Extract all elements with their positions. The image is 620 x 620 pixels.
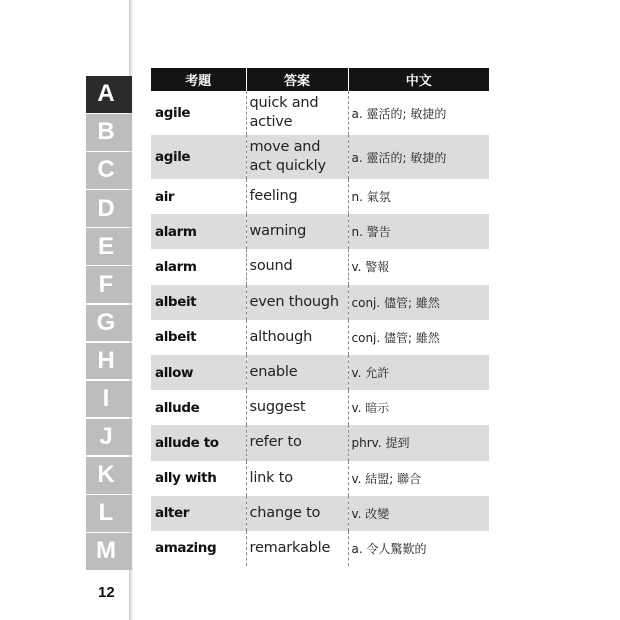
chinese-meaning: a. 靈活的; 敏捷的	[348, 135, 489, 179]
header-chinese: 中文	[348, 68, 489, 91]
table-row	[151, 425, 489, 460]
index-tab-g: G	[86, 305, 132, 342]
answer-line: although	[249, 328, 313, 345]
question-word: agile	[151, 91, 246, 135]
index-tab-k: K	[86, 457, 132, 494]
table-row	[151, 135, 489, 179]
table-row	[151, 461, 489, 496]
index-tab-d: D	[86, 190, 132, 227]
chinese-meaning: conj. 儘管; 雖然	[351, 330, 440, 345]
chinese-meaning: v. 允許	[348, 355, 489, 390]
answer-cell	[246, 91, 348, 135]
answer-line: active	[249, 114, 293, 130]
question-word: allow	[151, 355, 246, 390]
question-word: alarm	[151, 214, 246, 249]
answer-line: remarkable	[249, 539, 331, 556]
index-tab-i: I	[86, 381, 132, 418]
index-tab-e: E	[86, 228, 132, 265]
question-word: albeit	[151, 320, 246, 355]
answer-line: even though	[249, 293, 339, 310]
answer-line: change to	[249, 504, 321, 521]
answer-line: link to	[249, 469, 293, 486]
table-row	[151, 355, 489, 390]
index-tab-b: B	[86, 114, 132, 151]
chinese-meaning: a. 令人驚歎的	[351, 541, 427, 556]
chinese-meaning: v. 警報	[351, 260, 390, 275]
answer-cell	[246, 179, 348, 214]
chinese-meaning: a. 靈活的; 敏捷的	[351, 106, 447, 121]
table-row	[151, 285, 489, 320]
vocabulary-table	[151, 68, 489, 566]
answer-line: act quickly	[249, 158, 326, 174]
table-row	[151, 214, 489, 249]
table-row	[151, 91, 489, 135]
answer-cell	[246, 249, 348, 284]
answer-line: enable	[249, 364, 298, 381]
chinese-meaning: conj. 儘管; 雖然	[348, 285, 489, 320]
table-row	[151, 390, 489, 425]
answer-line: suggest	[249, 399, 306, 416]
chinese-meaning: n. 氣氛	[351, 190, 391, 205]
answer-line: sound	[249, 258, 293, 275]
question-word: allude	[151, 390, 246, 425]
answer-line: warning	[249, 223, 307, 240]
question-word: alarm	[151, 249, 246, 284]
answer-cell	[246, 320, 348, 355]
table-header-row	[151, 68, 489, 91]
index-tab-j: J	[86, 419, 132, 456]
table-row	[151, 496, 489, 531]
index-tab-l: L	[86, 495, 132, 532]
answer-cell	[246, 355, 348, 390]
alphabet-index-tabs	[86, 76, 132, 571]
answer-line: feeling	[249, 188, 298, 205]
index-tab-f: F	[86, 266, 132, 303]
table-row	[151, 320, 489, 355]
answer-cell	[246, 390, 348, 425]
question-word: amazing	[151, 531, 246, 566]
question-word: air	[151, 179, 246, 214]
answer-cell	[246, 214, 348, 249]
answer-cell	[246, 285, 348, 320]
chinese-meaning: phrv. 提到	[348, 425, 489, 460]
table-row	[151, 531, 489, 566]
page-number: 12	[98, 584, 115, 601]
question-word: alter	[151, 496, 246, 531]
answer-line: move and	[249, 139, 321, 155]
index-tab-a: A	[86, 76, 132, 113]
chinese-meaning: v. 結盟; 聯合	[351, 471, 422, 486]
chinese-meaning: v. 改變	[348, 496, 489, 531]
table-row	[151, 249, 489, 284]
table-row	[151, 179, 489, 214]
index-tab-h: H	[86, 343, 132, 380]
header-question: 考題	[151, 68, 246, 91]
answer-cell	[246, 531, 348, 566]
header-answer: 答案	[246, 68, 348, 91]
answer-cell	[246, 425, 348, 460]
answer-line: quick and	[249, 95, 319, 111]
index-tab-m: M	[86, 533, 132, 570]
index-tab-c: C	[86, 152, 132, 189]
answer-cell	[246, 461, 348, 496]
question-word: agile	[151, 135, 246, 179]
answer-line: refer to	[249, 434, 302, 451]
chinese-meaning: v. 暗示	[351, 401, 390, 416]
answer-cell	[246, 135, 348, 179]
question-word: allude to	[151, 425, 246, 460]
answer-cell	[246, 496, 348, 531]
question-word: albeit	[151, 285, 246, 320]
chinese-meaning: n. 警告	[348, 214, 489, 249]
question-word: ally with	[151, 461, 246, 496]
